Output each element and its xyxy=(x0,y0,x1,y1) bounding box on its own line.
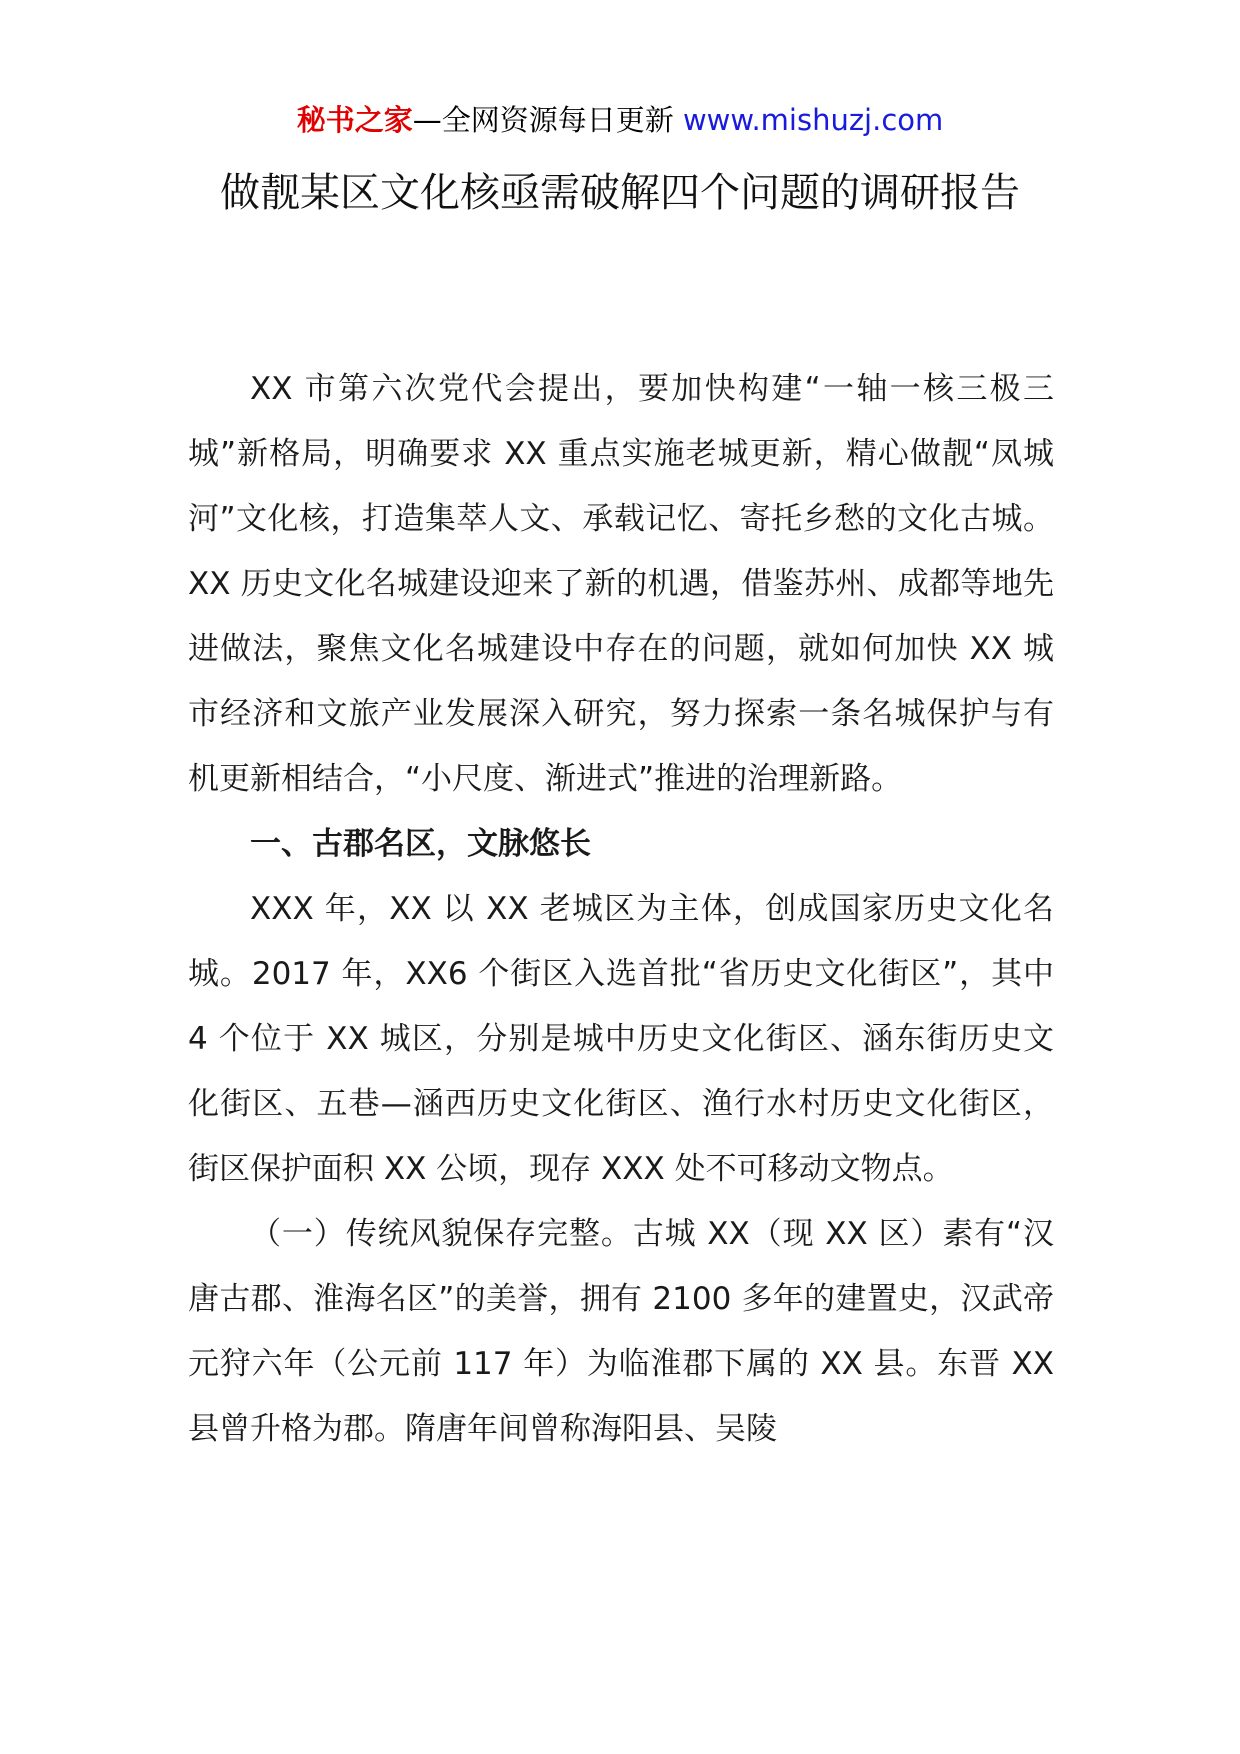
paragraph-subsection: （一）传统风貌保存完整。古城 XX（现 XX 区）素有“汉唐古郡、淮海名区”的美誉，拥有 2100 多年的建置史，汉武帝元狩六年（公元前 117 年）为临淮郡下属的 XX 县。东晋 XX 县曾升格为郡。隋唐年间曾称海阳县、吴陵 xyxy=(188,1216,1054,1447)
paragraph-history: XXX 年，XX 以 XX 老城区为主体，创成国家历史文化名城。2017 年，XX6 个街区入选首批“省历史文化街区”，其中 4 个位于 XX 城区，分别是城中历史文化街区、涵东街历史文化街区、五巷—涵西历史文化街区、渔行水村历史文化街区，街区保护面积 XX 公顷，现存 XXX 处不可移动文物点。 xyxy=(188,891,1054,1187)
paragraph-intro: XX 市第六次党代会提出，要加快构建“一轴一核三极三城”新格局，明确要求 XX 重点实施老城更新，精心做靓“凤城河”文化核，打造集萃人文、承载记忆、寄托乡愁的文化古城。XX 历史文化名城建设迎来了新的机遇，借鉴苏州、成都等地先进做法，聚焦文化名城建设中存在的问题，就如何加快 XX 城市经济和文旅产业发展深入研究，努力探索一条名城保护与有机更新相结合，“小尺度、渐进式”推进的治理新路。 xyxy=(188,371,1054,797)
document-body xyxy=(188,357,1054,1462)
document-title: 做靓某区文化核亟需破解四个问题的调研报告 xyxy=(220,170,1020,216)
page-header xyxy=(0,100,1240,140)
header-tagline: —全网资源每日更新 xyxy=(412,103,674,137)
brand-name: 秘书之家 xyxy=(296,103,413,137)
section-heading: 一、古郡名区，文脉悠长 xyxy=(250,826,591,862)
website-link[interactable]: www.mishuzj.com xyxy=(682,103,944,137)
